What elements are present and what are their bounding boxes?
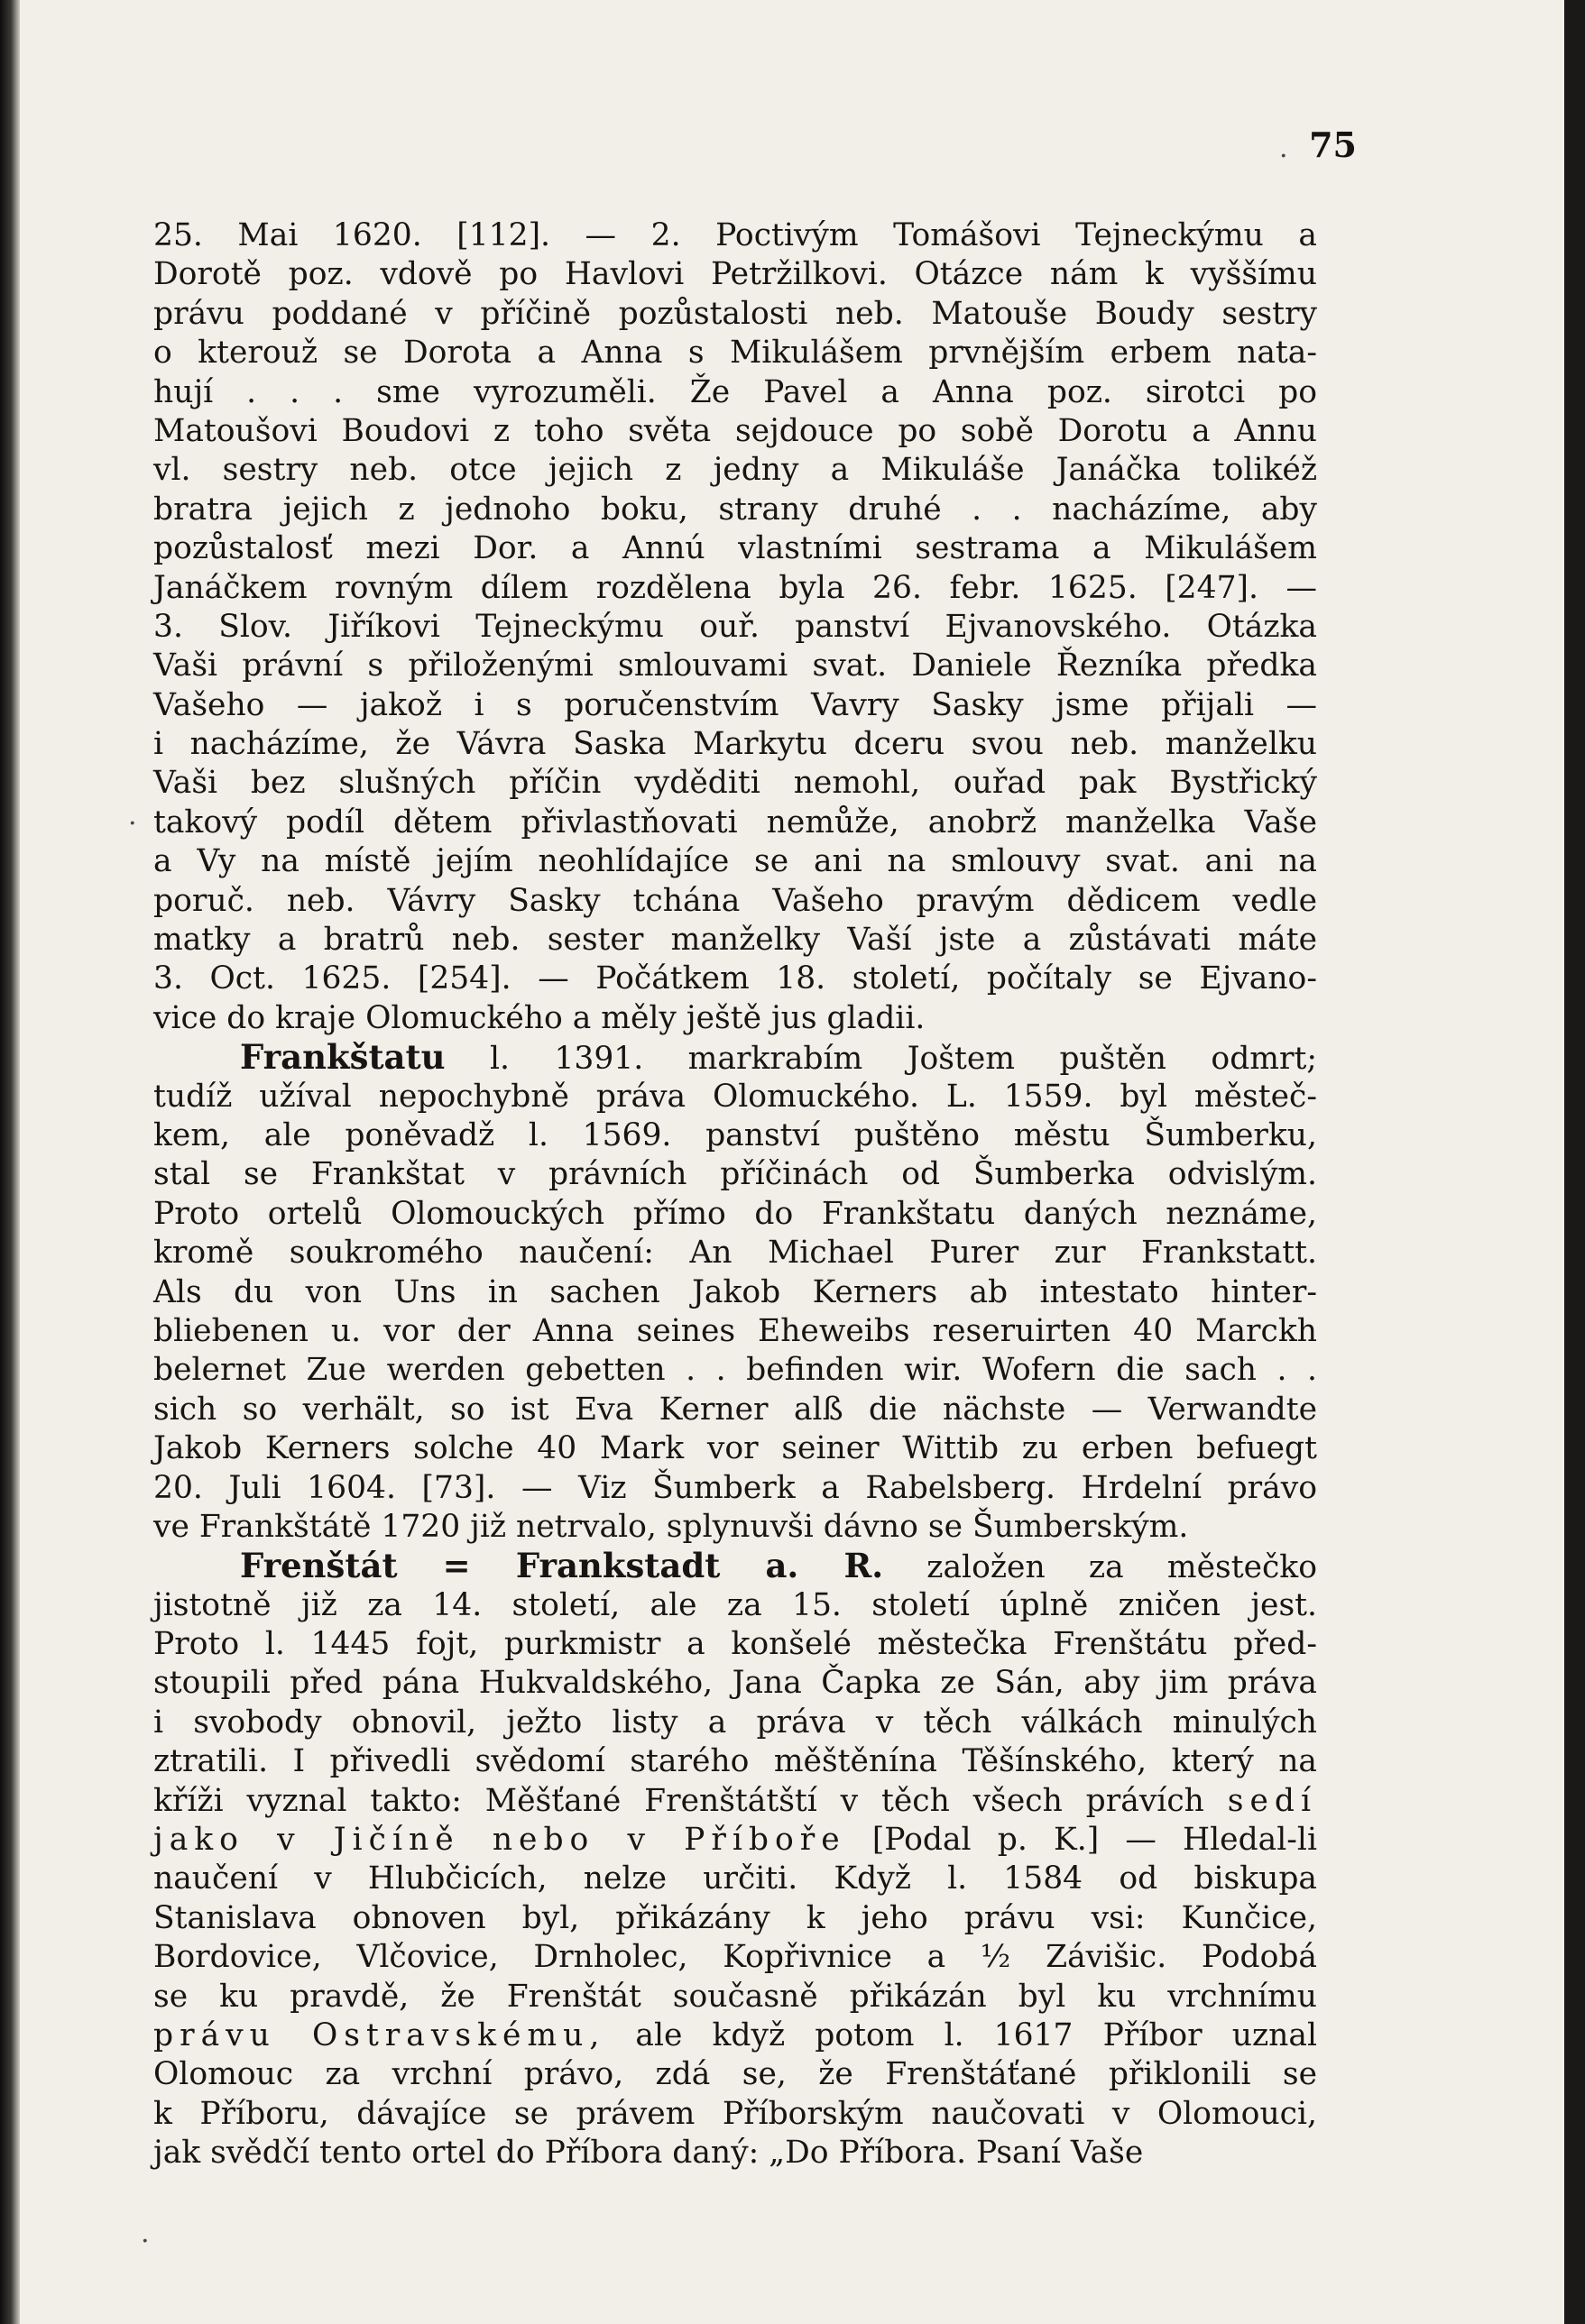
text-line — [153, 1155, 1317, 1194]
text-line — [153, 2016, 1317, 2055]
text-line — [153, 2134, 1317, 2172]
text-line — [153, 1742, 1317, 1781]
text-line — [153, 647, 1317, 685]
line-text: stal se Frankštat v právních příčinách od Šumberka odvislým. — [153, 1156, 1317, 1193]
line-text: Proto ortelů Olomouckých přímo do Frankštatu daných neznáme, — [153, 1195, 1317, 1232]
text-line — [153, 491, 1317, 529]
line-text: sich so verhält, so ist Eva Kerner alß die nächste — Verwandte — [153, 1391, 1317, 1428]
text-line — [153, 804, 1317, 842]
line-text: takový podíl dětem přivlastňovati nemůže, anobrž manželka Vaše — [153, 804, 1317, 840]
margin-dot: . — [128, 800, 137, 831]
line-text: hují . . . sme vyrozuměli. Že Pavel a Anna poz. sirotci po — [153, 373, 1317, 410]
line-text: Proto l. 1445 fojt, purkmistr a konšelé městečka Frenštátu před- — [153, 1626, 1317, 1663]
text-line — [153, 1821, 1317, 1860]
text-line — [153, 1429, 1317, 1468]
text-line — [153, 1664, 1317, 1703]
line-text: 3. Slov. Jiříkovi Tejneckýmu ouř. panství Ejvanovského. Otázka — [153, 608, 1317, 645]
line-text: Matoušovi Boudovi z toho světa sejdouce po sobě Dorotu a Annu — [153, 412, 1317, 449]
line-text: Vašeho — jakož i s poručenstvím Vavry Sasky jsme přijali — — [153, 686, 1317, 723]
text-line — [153, 608, 1317, 647]
text-line — [153, 842, 1317, 881]
line-text: bliebenen u. vor der Anna seines Eheweibs reseruirten 40 Marckh — [153, 1312, 1317, 1349]
text-line — [153, 1547, 1317, 1585]
line-text: i nacházíme, že Vávra Saska Markytu dceru svou neb. manželku — [153, 726, 1317, 763]
line-text: vl. sestry neb. otce jejich z jedny a Mikuláše Janáčka tolikéž — [153, 452, 1317, 489]
line-text: Stanislava obnoven byl, přikázány k jeho právu vsi: Kunčice, — [153, 1899, 1317, 1936]
line-text: Vaši právní s přiloženými smlouvami svat. Daniele Řezníka předka — [153, 648, 1317, 684]
text-line — [153, 412, 1317, 451]
text-line — [153, 1078, 1317, 1116]
line-text: o kterouž se Dorota a Anna s Mikulášem prvnějším erbem nata- — [153, 335, 1317, 372]
line-text: Olomouc za vrchní právo, zdá se, že Frenštáťané přiklonili se — [153, 2056, 1317, 2093]
line-text: tudíž užíval nepochybně práva Olomuckého. L. 1559. byl městeč- — [153, 1078, 1317, 1115]
line-text: belernet Zue werden gebetten . . befinden wir. Wofern die sach . . — [153, 1352, 1317, 1389]
text-line — [153, 764, 1317, 803]
book-page — [20, 0, 1564, 2324]
text-line — [153, 451, 1317, 490]
line-text: ve Frankštátě 1720 již netrvalo, splynuvši dávno se Šumberským. — [153, 1508, 1189, 1545]
text-line — [153, 334, 1317, 372]
spaced-emphasis: sedí — [1227, 1782, 1317, 1819]
line-text: kromě soukromého naučení: An Michael Purer zur Frankstatt. — [153, 1235, 1317, 1272]
line-text: Janáčkem rovným dílem rozdělena byla 26. febr. 1625. [247]. — — [153, 569, 1317, 606]
text-line — [153, 1312, 1317, 1351]
line-text: kříži vyznal takto: Měšťané Frenštátští v těch všech právích — [153, 1782, 1204, 1819]
line-text: poruč. neb. Vávry Sasky tchána Vašeho pravým dědicem vedle — [153, 882, 1317, 919]
line-text: Dorotě poz. vdově po Havlovi Petržilkovi. Otázce nám k vyššímu — [153, 256, 1317, 293]
text-line — [153, 686, 1317, 725]
margin-dot: . — [141, 2218, 150, 2249]
line-text: i svobody obnovil, ježto listy a práva v těch válkách minulých — [153, 1704, 1317, 1741]
text-line — [153, 1469, 1317, 1508]
line-text: naučení v Hlubčicích, nelze určiti. Když l. 1584 od biskupa — [153, 1860, 1317, 1897]
text-line — [153, 1978, 1317, 2016]
line-text: [Podal p. K.] — Hledal-li — [845, 1822, 1317, 1859]
line-text: ale když potom l. 1617 Příbor uznal — [605, 2016, 1317, 2053]
text-line — [153, 1782, 1317, 1821]
text-line — [153, 1195, 1317, 1234]
line-text: založen za městečko — [883, 1549, 1317, 1586]
line-text: Jakob Kerners solche 40 Mark vor seiner Wittib zu erben befuegt — [153, 1430, 1317, 1467]
line-text: matky a bratrů neb. sester manželky Vaší jste a zůstávati máte — [153, 922, 1317, 959]
text-line — [153, 1116, 1317, 1155]
line-text: l. 1391. markrabím Joštem puštěn odmrt; — [445, 1041, 1317, 1078]
line-text: bratra jejich z jednoho boku, strany druhé . . nacházíme, aby — [153, 491, 1317, 528]
text-line — [153, 999, 1317, 1038]
spaced-emphasis: právu Ostravskému, — [153, 2016, 606, 2053]
line-text: kem, ale poněvadž l. 1569. panství puštěno městu Šumberku, — [153, 1116, 1317, 1153]
text-line — [153, 1899, 1317, 1938]
body-text — [153, 216, 1317, 2173]
text-line — [153, 882, 1317, 921]
line-text: se ku pravdě, že Frenštát současně přikázán byl ku vrchnímu — [153, 1978, 1317, 2015]
line-text: jak svědčí tento ortel do Příbora daný: „Do Příbora. Psaní Vaše — [153, 2135, 1144, 2172]
text-line — [153, 216, 1317, 255]
line-text: 3. Oct. 1625. [254]. — Počátkem 18. století, počítaly se Ejvano- — [153, 960, 1317, 997]
text-line — [153, 921, 1317, 960]
text-line — [153, 2055, 1317, 2094]
book-spine-shadow — [0, 0, 20, 2324]
text-line — [153, 295, 1317, 334]
text-line — [153, 1273, 1317, 1312]
margin-dot: . — [1279, 133, 1288, 164]
text-line — [153, 1234, 1317, 1272]
line-text: 25. Mai 1620. [112]. — 2. Poctivým Tomášovi Tejneckýmu a — [153, 217, 1317, 253]
text-line — [153, 1938, 1317, 1977]
text-line — [153, 1038, 1317, 1077]
heading-term: Frankštatu — [240, 1037, 446, 1078]
line-text: právu poddané v příčině pozůstalosti neb. Matouše Boudy sestry — [153, 295, 1317, 332]
text-line — [153, 1704, 1317, 1742]
text-line — [153, 1586, 1317, 1625]
text-line — [153, 1625, 1317, 1664]
text-line — [153, 1391, 1317, 1429]
text-line — [153, 1351, 1317, 1390]
line-text: Vaši bez slušných příčin vyděditi nemohl, ouřad pak Bystřický — [153, 765, 1317, 802]
line-text: 20. Juli 1604. [73]. — Viz Šumberk a Rabelsberg. Hrdelní právo — [153, 1469, 1317, 1506]
text-line — [153, 569, 1317, 608]
line-text: k Příboru, dávajíce se právem Příborským naučovati v Olomouci, — [153, 2095, 1317, 2132]
line-text: Bordovice, Vlčovice, Drnholec, Kopřivnice a ½ Závišic. Podobá — [153, 1939, 1317, 1976]
page-number: 75 — [1309, 124, 1357, 165]
text-line — [153, 2095, 1317, 2134]
spaced-emphasis: jako v Jičíně nebo v Příboře — [153, 1822, 846, 1859]
line-text: ztratili. I přivedli svědomí starého měštěnína Těšínského, který na — [153, 1743, 1317, 1780]
line-text: pozůstalosť mezi Dor. a Annú vlastními sestrama a Mikulášem — [153, 530, 1317, 567]
line-text: a Vy na místě jejím neohlídajíce se ani na smlouvy svat. ani na — [153, 843, 1317, 880]
text-line — [153, 1508, 1317, 1547]
line-text: vice do kraje Olomuckého a měly ještě jus gladii. — [153, 999, 926, 1036]
text-line — [153, 725, 1317, 764]
heading-term: Frenštát = Frankstadt a. R. — [240, 1546, 884, 1586]
text-line — [153, 1860, 1317, 1898]
text-line — [153, 529, 1317, 568]
text-line — [153, 255, 1317, 294]
line-text: Als du von Uns in sachen Jakob Kerners ab intestato hinter- — [153, 1273, 1317, 1310]
text-line — [153, 960, 1317, 998]
line-text: jistotně již za 14. století, ale za 15. století úplně zničen jest. — [153, 1586, 1317, 1623]
text-line — [153, 373, 1317, 412]
line-text: stoupili před pána Hukvaldského, Jana Čapka ze Sán, aby jim práva — [153, 1665, 1317, 1702]
